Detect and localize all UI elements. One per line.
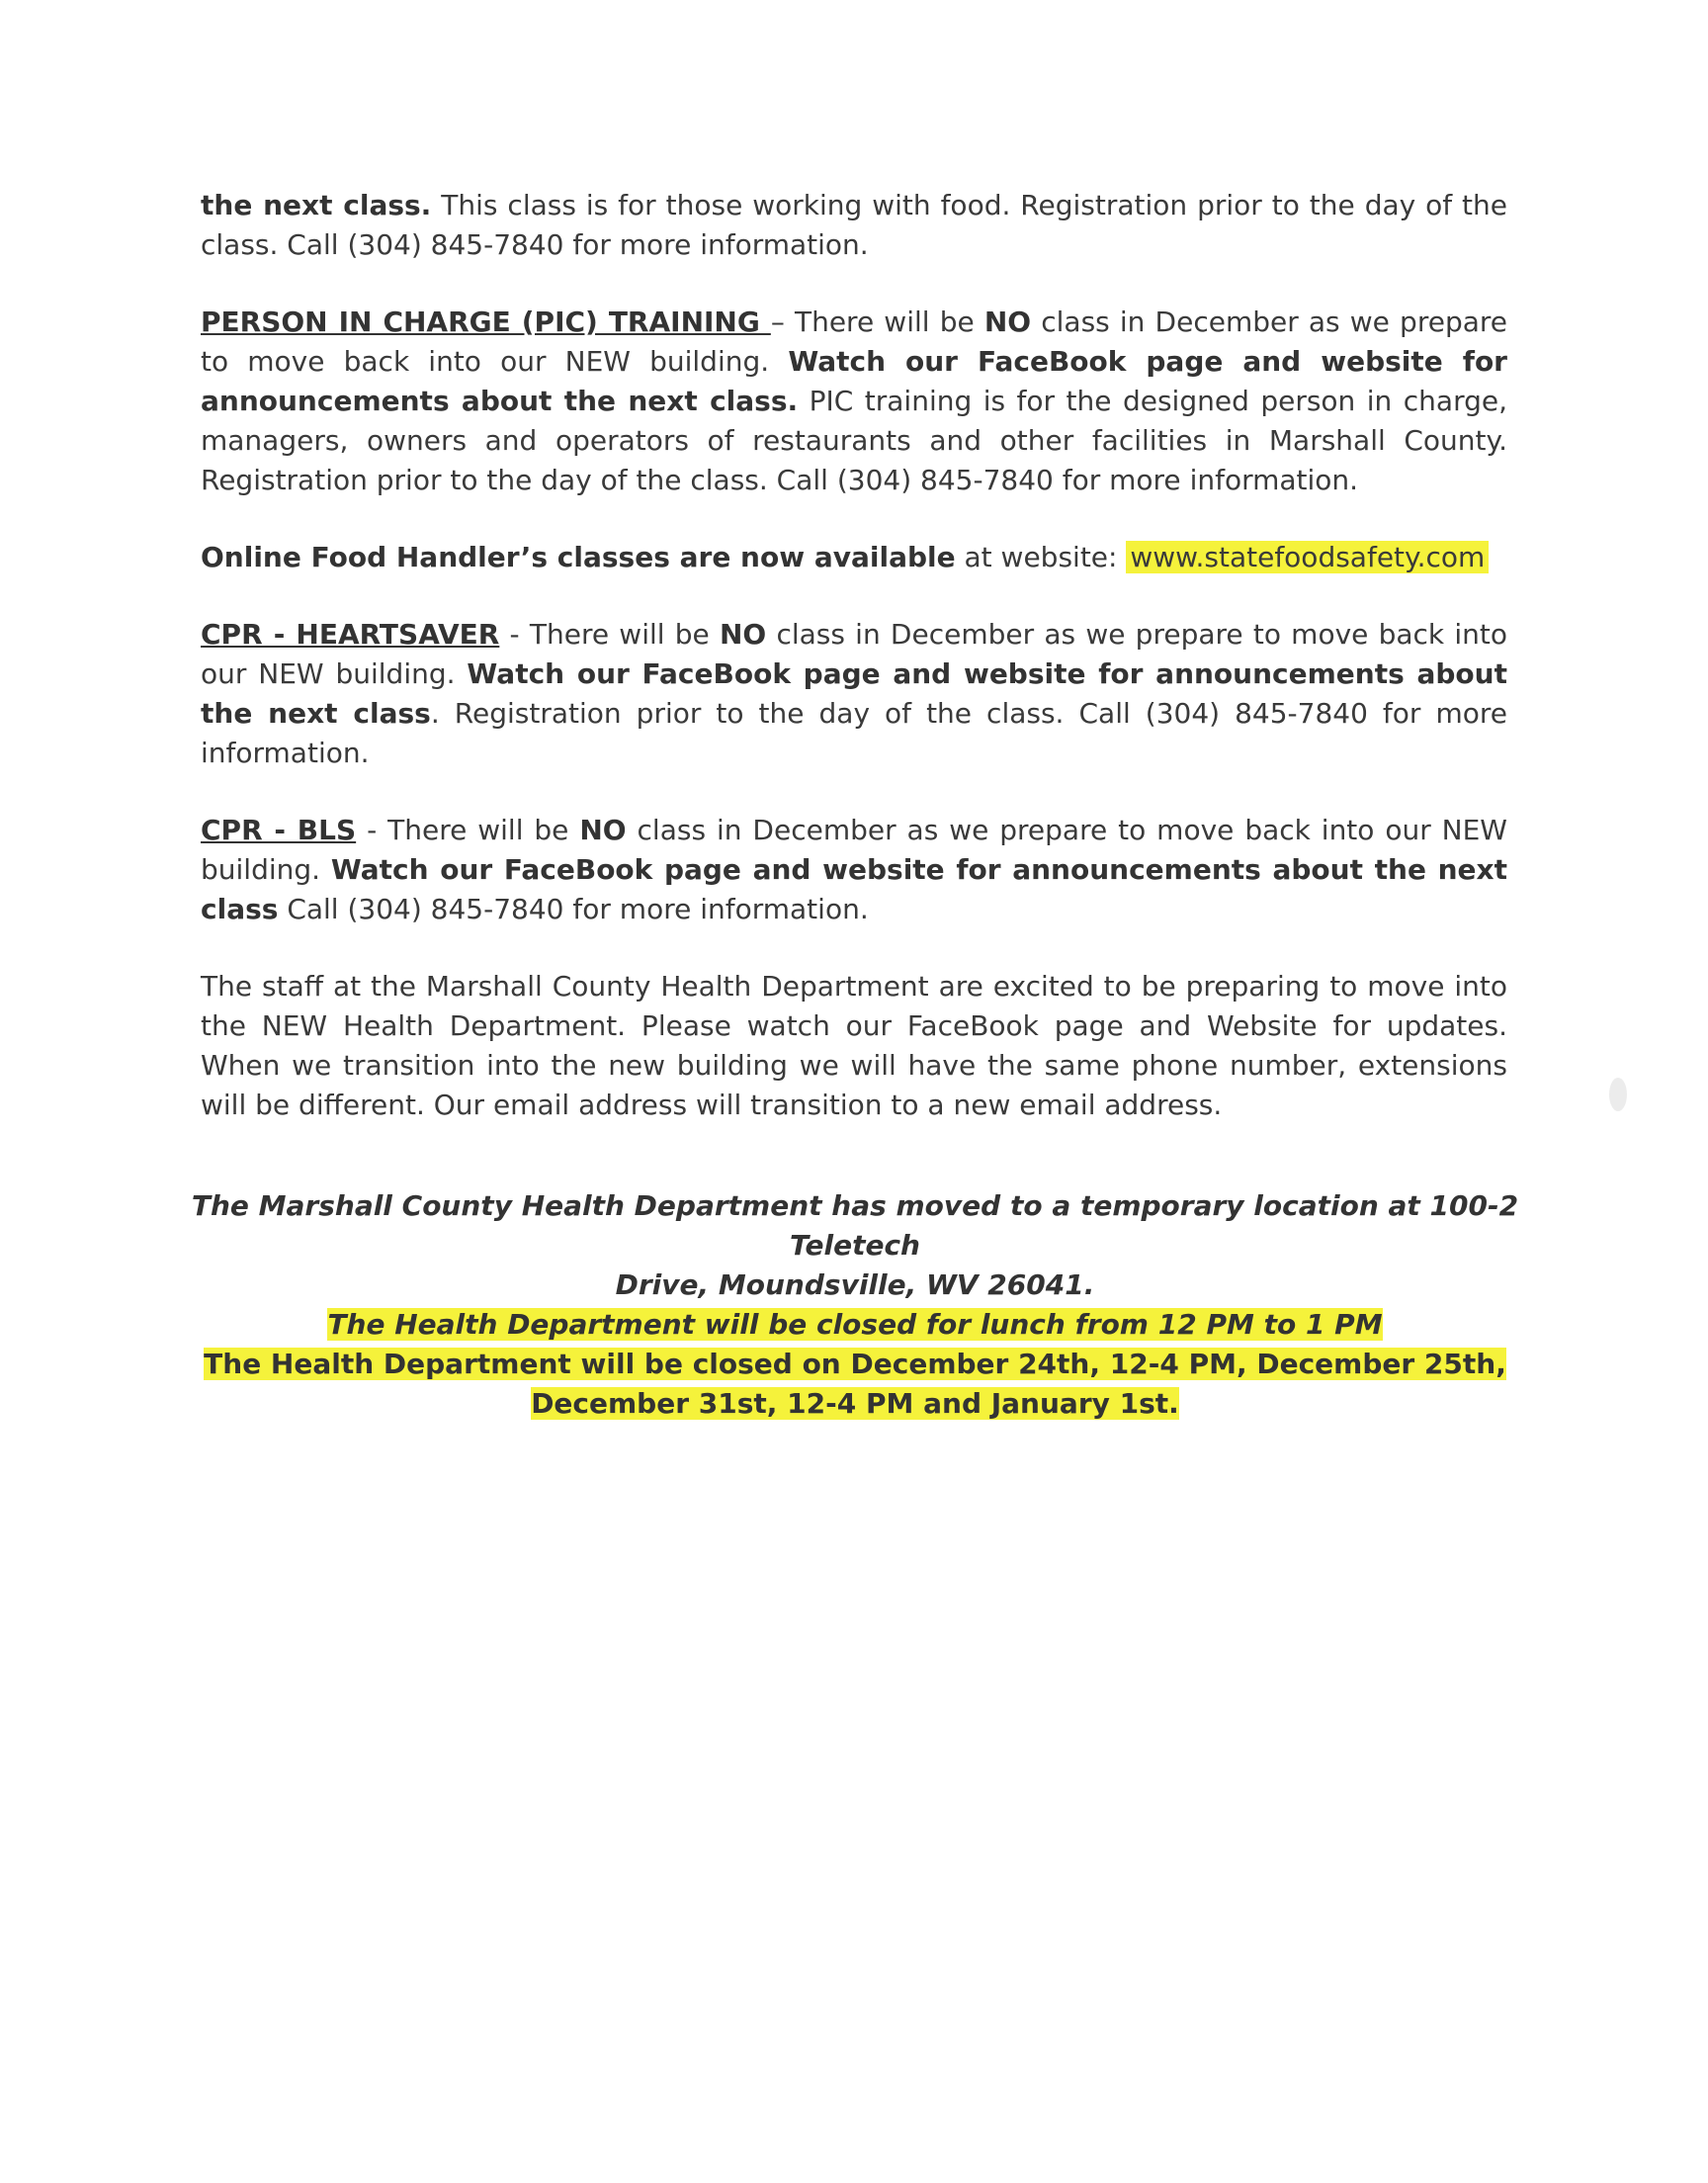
lunch-closing-line: The Health Department will be closed for lunch from 12 PM to 1 PM: [327, 1308, 1383, 1341]
food-class-paragraph: [201, 186, 1507, 265]
holiday-closing-line-2: December 31st, 12-4 PM and January 1st.: [531, 1387, 1179, 1420]
staff-note-paragraph: The staff at the Marshall County Health Department are excited to be preparing to move into the NEW Health Department. Please watch our FaceBook page and Website for updates. When we transition into the new building we will have the same phone number, extensions will be different. Our email address will transition to a new email address.: [201, 970, 1507, 1121]
pic-text-2: class in December as we prepare to move back into our NEW building.: [201, 306, 1507, 378]
temporary-location-line-1: The Marshall County Health Department has moved to a temporary location at 100-2 Teletech: [191, 1189, 1519, 1262]
temporary-location-notice: [178, 1186, 1532, 1305]
food-class-bold: the next class.: [201, 189, 432, 221]
online-classes-bold: Online Food Handler’s classes are now available: [201, 541, 956, 573]
bls-watch-announcement: Watch our FaceBook page and website for announcements about the next class: [201, 853, 1507, 925]
holiday-closing-line-1: The Health Department will be closed on December 24th, 12-4 PM, December 25th,: [204, 1348, 1506, 1380]
scan-smudge: [1609, 1078, 1627, 1111]
pic-no: NO: [983, 306, 1032, 338]
food-class-text: This class is for those working with food. Registration prior to the day of the class. Call (304) 845-7840 for more information.: [201, 189, 1508, 261]
bls-text-1: - There will be: [356, 814, 580, 846]
bls-heading: CPR - BLS: [201, 814, 357, 846]
heartsaver-heading: CPR - HEARTSAVER: [201, 618, 500, 651]
bls-text-2: class in December as we prepare to move back into our NEW building.: [201, 814, 1507, 886]
heartsaver-text-3: . Registration prior to the day of the class. Call (304) 845-7840 for more information.: [201, 697, 1507, 769]
heartsaver-text-1: - There will be: [499, 618, 720, 651]
pic-training-heading: PERSON IN CHARGE (PIC) TRAINING: [201, 306, 771, 338]
heartsaver-paragraph: [201, 615, 1507, 773]
pic-watch-announcement: Watch our FaceBook page and website for announcements about the next class.: [201, 345, 1507, 417]
closing-hours-notice: [178, 1305, 1532, 1424]
bls-paragraph: [201, 811, 1507, 929]
pic-text-1: – There will be: [770, 306, 984, 338]
bls-no: NO: [579, 814, 627, 846]
online-classes-text: at website:: [955, 541, 1127, 573]
temporary-location-line-2: Drive, Moundsville, WV 26041.: [615, 1268, 1095, 1301]
online-classes-paragraph: [201, 538, 1507, 577]
heartsaver-text-2: class in December as we prepare to move back into our NEW building.: [201, 618, 1507, 690]
statefoodsafety-link[interactable]: www.statefoodsafety.com: [1126, 541, 1489, 573]
pic-training-paragraph: [201, 303, 1507, 500]
bls-text-3: Call (304) 845-7840 for more information.: [278, 893, 869, 925]
pic-text-3: PIC training is for the designed person in charge, managers, owners and operators of restaurants and other facilities in Marshall County. Registration prior to the day of the class. Call (304) 845-7840 for more information.: [201, 385, 1507, 496]
document-body: [201, 186, 1507, 1163]
heartsaver-watch-announcement: Watch our FaceBook page and website for announcements about the next class: [201, 657, 1507, 730]
heartsaver-no: NO: [719, 618, 767, 651]
